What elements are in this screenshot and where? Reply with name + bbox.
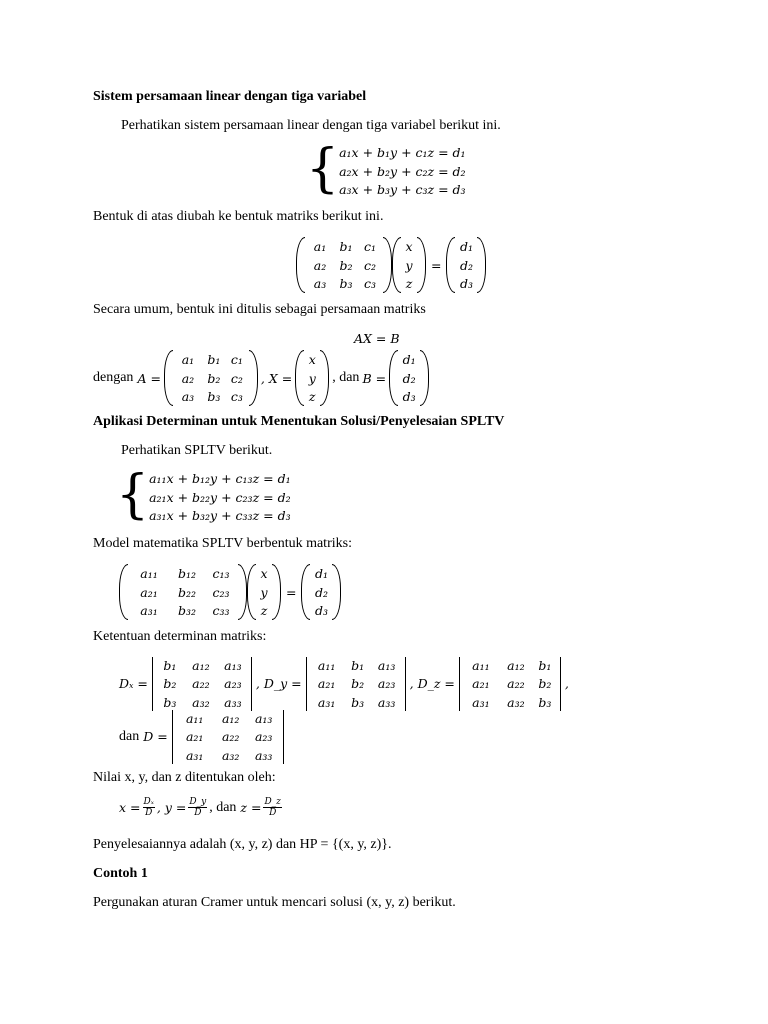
coefficient-matrix <box>296 237 392 293</box>
denominator: D <box>145 808 153 818</box>
matrix-equation: AX = B <box>354 331 400 346</box>
matrix-X <box>295 350 329 406</box>
matrix-cell: b₂ <box>163 676 177 692</box>
matrix-cell: a₂₂ <box>221 729 240 745</box>
matrix-cell: b₂ <box>351 676 365 692</box>
matrix-cell: d₃ <box>314 603 328 618</box>
matrix-cell: b₃ <box>351 694 365 710</box>
matrix-cell: a₃₁ <box>140 603 158 618</box>
matrix-cell: a₃₂ <box>221 747 240 763</box>
matrix-cell: z <box>308 389 316 404</box>
matrix-cell: c₁ <box>363 239 376 254</box>
equation-row: a₂₁x + b₂₂y + c₂₃z = d₂ <box>149 489 291 505</box>
label-X: , X = <box>260 370 293 386</box>
matrix-cell: x <box>260 566 268 581</box>
matrix-cell: a₂₁ <box>140 584 158 600</box>
nilai-text: Nilai x, y, dan z ditentukan oleh: <box>93 770 276 785</box>
matrix-cell: c₂ <box>363 257 376 273</box>
matrix-cell: a₂₂ <box>192 676 210 692</box>
solution-text: Penyelesaiannya adalah (x, y, z) dan HP = {(x, y, z)}. <box>93 837 392 852</box>
matrix-cell: a₁₃ <box>377 657 396 673</box>
matrix-cell: c₂₃ <box>212 584 230 600</box>
matrix-B <box>389 350 429 406</box>
matrix-cell: a₃₂ <box>192 694 210 710</box>
equation-row: a₂x + b₂y + c₂z = d₂ <box>339 163 466 179</box>
fraction-y <box>188 797 207 818</box>
matrix-cell: c₂ <box>230 370 243 386</box>
text-dan: , dan <box>209 799 237 815</box>
model-text: Model matematika SPLTV berbentuk matriks: <box>93 536 352 551</box>
matrix-cell: b₂ <box>207 370 221 386</box>
equation-system-2 <box>116 464 291 526</box>
determinant-Dy <box>302 656 410 712</box>
matrix-cell: a₂ <box>181 370 195 386</box>
constant-vector <box>301 564 341 620</box>
matrix-cell: a₁₁ <box>317 657 336 673</box>
numerator: D_y <box>189 797 207 807</box>
matrix-cell: z <box>260 603 268 618</box>
matrix-cell: b₂ <box>339 257 353 273</box>
matrix-cell: a₁ <box>181 352 195 367</box>
matrix-cell: a₃₃ <box>377 694 396 710</box>
fraction-z <box>263 797 281 818</box>
determinant-D-row <box>119 709 288 765</box>
matrix-cell: d₁ <box>402 352 416 367</box>
matrix-cell: x <box>308 352 316 367</box>
determinant-Dx <box>148 656 256 712</box>
equation-row: a₁x + b₁y + c₁z = d₁ <box>339 145 466 160</box>
definition-line <box>93 350 429 406</box>
fraction-x <box>143 797 155 818</box>
cramer-formula <box>119 797 284 818</box>
matrix-cell: a₁₁ <box>472 657 490 673</box>
matrix-cell: a₂₂ <box>507 676 525 692</box>
brace-icon: { <box>306 138 340 199</box>
matrix-cell: a₁₂ <box>192 657 210 673</box>
trailing-comma: , <box>564 676 569 692</box>
equation-system-1 <box>306 138 466 200</box>
general-text: Secara umum, bentuk ini ditulis sebagai persamaan matriks <box>93 302 426 317</box>
equation-row: a₁₁x + b₁₂y + c₁₃z = d₁ <box>149 471 291 486</box>
equation-row: a₃x + b₃y + c₃z = d₃ <box>339 182 466 197</box>
matrix-cell: b₁ <box>163 657 177 673</box>
constant-vector <box>446 237 486 293</box>
matrix-cell: b₂₂ <box>177 584 197 600</box>
text-dan: , dan <box>332 370 360 385</box>
matrix-equation-2: a₁₁ b₁₂ c₁₃ a₂₁ b₂₂ c₂₃ a₃₁ b₃₂ c₃₃ x y z = d₁ d₂ d₃ <box>119 564 341 620</box>
matrix-cell: a₃₃ <box>254 747 273 763</box>
example-heading: Contoh 1 <box>93 866 148 881</box>
matrix-cell: b₃ <box>163 694 177 710</box>
label-y: , y = <box>156 800 187 815</box>
matrix-cell: a₂₃ <box>377 676 396 692</box>
matrix-cell: a₂₁ <box>472 676 490 692</box>
determinant-D <box>168 709 288 765</box>
matrix-cell: b₁ <box>538 657 552 673</box>
matrix-cell: b₁ <box>207 352 221 367</box>
matrix-cell: a₃₂ <box>507 694 525 710</box>
matrix-cell: a₁₂ <box>221 710 240 726</box>
matrix-cell: a₂₃ <box>254 729 273 745</box>
matrix-cell: d₁ <box>459 239 473 254</box>
determinants-row <box>119 656 569 712</box>
example-text: Pergunakan aturan Cramer untuk mencari solusi (x, y, z) berikut. <box>93 895 456 910</box>
label-Dz: , D_z = <box>409 676 455 692</box>
matrix-cell: d₂ <box>459 257 473 273</box>
label-A: A = <box>137 370 161 386</box>
matrix-cell: b₃ <box>207 389 221 404</box>
matrix-cell: y <box>308 370 316 386</box>
coefficient-matrix <box>119 564 247 620</box>
matrix-cell: a₁₃ <box>254 710 273 726</box>
matrix-cell: a₂ <box>313 257 327 273</box>
matrix-cell: c₁₃ <box>212 566 230 581</box>
matrix-cell: a₁₁ <box>140 566 158 581</box>
matrix-cell: b₃₂ <box>177 603 197 618</box>
label-z: z = <box>240 800 262 815</box>
matrix-cell: b₁ <box>351 657 365 673</box>
matrix-cell: a₂₁ <box>317 676 336 692</box>
matrix-cell: y <box>405 257 413 273</box>
label-D: D = <box>143 729 168 745</box>
matrix-cell: a₃₁ <box>472 694 490 710</box>
matrix-cell: a₃₁ <box>317 694 336 710</box>
label-Dy: , D_y = <box>255 676 302 692</box>
matrix-cell: a₃ <box>181 389 195 404</box>
matrix-cell: c₃ <box>363 276 376 291</box>
matrix-A <box>164 350 258 406</box>
variable-vector <box>247 564 281 620</box>
matrix-cell: b₂ <box>538 676 552 692</box>
determinant-text: Ketentuan determinan matriks: <box>93 629 267 644</box>
matrix-cell: c₃₃ <box>212 603 230 618</box>
matrix-cell: d₂ <box>314 584 328 600</box>
matrix-cell: a₂₁ <box>185 729 204 745</box>
matrix-cell: a₁₃ <box>224 657 242 673</box>
section-heading-2: Aplikasi Determinan untuk Menentukan Solusi/Penyelesaian SPLTV <box>93 414 505 429</box>
matrix-cell: d₁ <box>314 566 328 581</box>
matrix-equation-1: a₁ b₁ c₁ a₂ b₂ c₂ a₃ b₃ c₃ x y z = d₁ d₂ d₃ <box>296 237 486 293</box>
matrix-cell: b₃ <box>538 694 552 710</box>
equation-row: a₃₁x + b₃₂y + c₃₃z = d₃ <box>149 508 291 523</box>
denominator: D <box>269 808 277 818</box>
matrix-cell: a₁₁ <box>185 710 204 726</box>
matrix-cell: a₃ <box>313 276 327 291</box>
matrix-cell: x <box>405 239 413 254</box>
spltv-intro: Perhatikan SPLTV berikut. <box>121 443 273 458</box>
matrix-cell: a₃₁ <box>185 747 204 763</box>
intro-paragraph: Perhatikan sistem persamaan linear dengan tiga variabel berikut ini. <box>121 118 501 133</box>
matrix-cell: c₃ <box>230 389 243 404</box>
determinant-Dz <box>455 656 565 712</box>
label-B: B = <box>362 370 387 386</box>
matrix-cell: d₂ <box>402 370 416 386</box>
brace-icon: { <box>116 464 150 525</box>
text-dengan: dengan <box>93 370 134 385</box>
variable-vector <box>392 237 426 293</box>
matrix-intro: Bentuk di atas diubah ke bentuk matriks berikut ini. <box>93 209 384 224</box>
matrix-cell: a₁ <box>313 239 327 254</box>
numerator: D_z <box>264 797 281 807</box>
matrix-cell: b₁ <box>339 239 353 254</box>
numerator: Dₓ <box>143 797 154 807</box>
matrix-cell: a₂₃ <box>224 676 242 692</box>
matrix-cell: a₁₂ <box>507 657 525 673</box>
matrix-cell: b₁₂ <box>177 566 197 581</box>
section-heading: Sistem persamaan linear dengan tiga variabel <box>93 89 367 104</box>
text-dan: dan <box>119 728 140 744</box>
label-x: x = <box>119 800 141 815</box>
matrix-cell: c₁ <box>230 352 243 367</box>
matrix-cell: d₃ <box>402 389 416 404</box>
matrix-cell: d₃ <box>459 276 473 291</box>
matrix-cell: z <box>405 276 413 291</box>
matrix-cell: y <box>260 584 268 600</box>
matrix-cell: b₃ <box>339 276 353 291</box>
denominator: D <box>194 808 202 818</box>
matrix-cell: a₃₃ <box>224 694 242 710</box>
label-Dx: Dₓ = <box>119 676 148 692</box>
